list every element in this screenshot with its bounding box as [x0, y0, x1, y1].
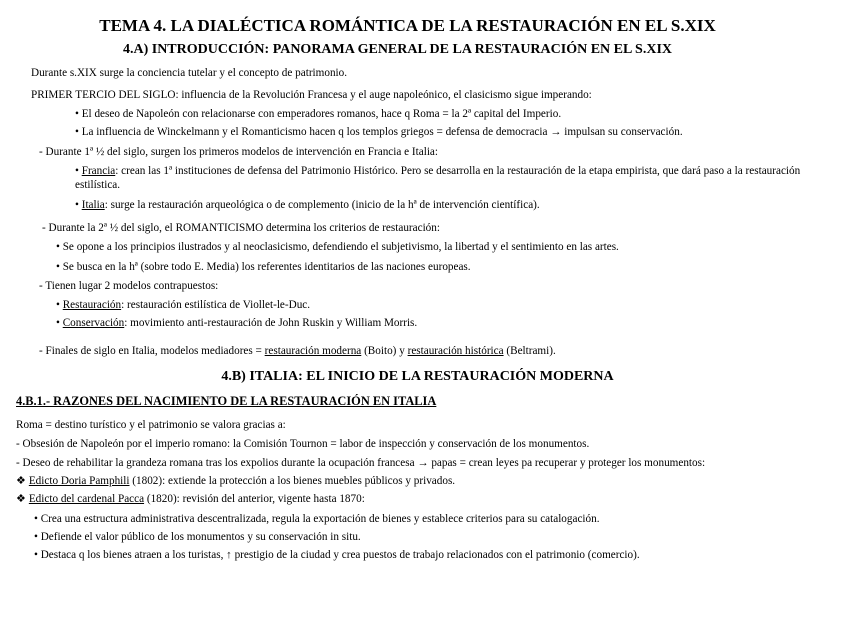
obsesion-line: - Obsesión de Napoleón por el imperio romano: la Comisión Tournon = labor de inspección y conservación de los monumentos.: [16, 438, 590, 450]
bullet-winckelmann: • La influencia de Winckelmann y el Romanticismo hacen q los templos griegos = defensa de democracia → impulsan su conservación.: [75, 126, 683, 138]
diamond-bullet-icon: ❖: [16, 475, 29, 487]
bullet-estructura: • Crea una estructura administrativa descentralizada, regula la exportación de bienes y establece criterios para su catalogación.: [34, 513, 600, 525]
bullet-destaca: • Destaca q los bienes atraen a los turistas, ↑ prestigio de la ciudad y crea puestos de trabajo relacionados con el patrimonio (comercio).: [34, 549, 640, 561]
bullet-italia: [75, 198, 540, 212]
section-a-heading: 4.A) INTRODUCCIÓN: PANORAMA GENERAL DE LA RESTAURACIÓN EN EL S.XIX: [122, 42, 673, 57]
bullet-restauracion: [56, 298, 310, 312]
page-title: TEMA 4. LA DIALÉCTICA ROMÁNTICA DE LA RESTAURACIÓN EN EL S.XIX: [99, 16, 716, 35]
bullet-conservacion: [56, 316, 417, 330]
edicto-doria-text: (1802): extiende la protección a los bienes muebles públicos y privados.: [129, 475, 456, 487]
diamond-bullet-icon: ❖: [16, 493, 29, 505]
primera-mitad-line: - Durante 1ª ½ del siglo, surgen los primeros modelos de intervención en Francia e Italia:: [39, 146, 438, 158]
modelos-line: - Tienen lugar 2 modelos contrapuestos:: [39, 280, 219, 292]
restauracion-label: Restauración: [62, 299, 122, 311]
edicto-pacca-text: (1820): revisión del anterior, vigente hasta 1870:: [144, 493, 365, 505]
finales-part-a: - Finales de siglo en Italia, modelos mediadores =: [39, 345, 265, 357]
restauracion-text: : restauración estilística de Viollet-le-Duc.: [121, 299, 311, 311]
restauracion-bullet: •: [56, 299, 63, 311]
finales-part-c: (Beltrami).: [503, 345, 556, 357]
bullet-defiende: • Defiende el valor público de los monumentos y su conservación in situ.: [34, 531, 361, 543]
finales-line: [39, 344, 556, 358]
restauracion-moderna-label: restauración moderna: [264, 345, 362, 357]
francia-bullet: •: [75, 165, 82, 177]
conservacion-label: Conservación: [62, 317, 125, 329]
italia-bullet: •: [75, 199, 82, 211]
roma-line: Roma = destino turístico y el patrimonio se valora gracias a:: [16, 419, 286, 431]
conservacion-bullet: •: [56, 317, 63, 329]
italia-text: : surge la restauración arqueológica o de complemento (inicio de la hª de intervención científica).: [104, 199, 540, 211]
italia-label: Italia: [81, 199, 105, 211]
segunda-mitad-line: - Durante la 2ª ½ del siglo, el ROMANTICISMO determina los criterios de restauración:: [42, 222, 440, 234]
finales-part-b: (Boito) y: [361, 345, 408, 357]
bullet-francia: [75, 164, 825, 192]
edicto-doria-label: Edicto Doria Pamphili: [28, 475, 130, 487]
intro-line: Durante s.XIX surge la conciencia tutelar y el concepto de patrimonio.: [31, 67, 348, 79]
bullet-opone: • Se opone a los principios ilustrados y al neoclasicismo, defendiendo el subjetivismo, la libertad y el sentimiento en las artes.: [56, 241, 619, 253]
francia-text: : crean las 1ª instituciones de defensa del Patrimonio Histórico. Pero se desarrolla en la restauración de la etapa empirista, que dará paso a la restauración estilística.: [75, 165, 801, 191]
section-b-heading: 4.B) ITALIA: EL INICIO DE LA RESTAURACIÓN MODERNA: [221, 369, 614, 384]
restauracion-historica-label: restauración histórica: [407, 345, 504, 357]
subsection-b1-heading: 4.B.1.- RAZONES DEL NACIMIENTO DE LA RESTAURACIÓN EN ITALIA: [16, 394, 437, 408]
conservacion-text: : movimiento anti-restauración de John Ruskin y William Morris.: [124, 317, 418, 329]
edicto-pacca-label: Edicto del cardenal Pacca: [28, 493, 145, 505]
bullet-busca: • Se busca en la hª (sobre todo E. Media) los referentes identitarios de las naciones europeas.: [56, 261, 471, 273]
deseo-line: - Deseo de rehabilitar la grandeza romana tras los expolios durante la ocupación francesa → papas = crean leyes pa recuperar y proteger los monumentos:: [16, 457, 706, 469]
edicto-pacca-line: [16, 492, 365, 506]
bullet-napoleon: • El deseo de Napoleón con relacionarse con emperadores romanos, hace q Roma = la 2ª capital del Imperio.: [75, 108, 562, 120]
primer-tercio-line: PRIMER TERCIO DEL SIGLO: influencia de la Revolución Francesa y el auge napoleónico, el clasicismo sigue imperando:: [31, 89, 592, 101]
edicto-doria-line: [16, 474, 455, 488]
francia-label: Francia: [81, 165, 116, 177]
